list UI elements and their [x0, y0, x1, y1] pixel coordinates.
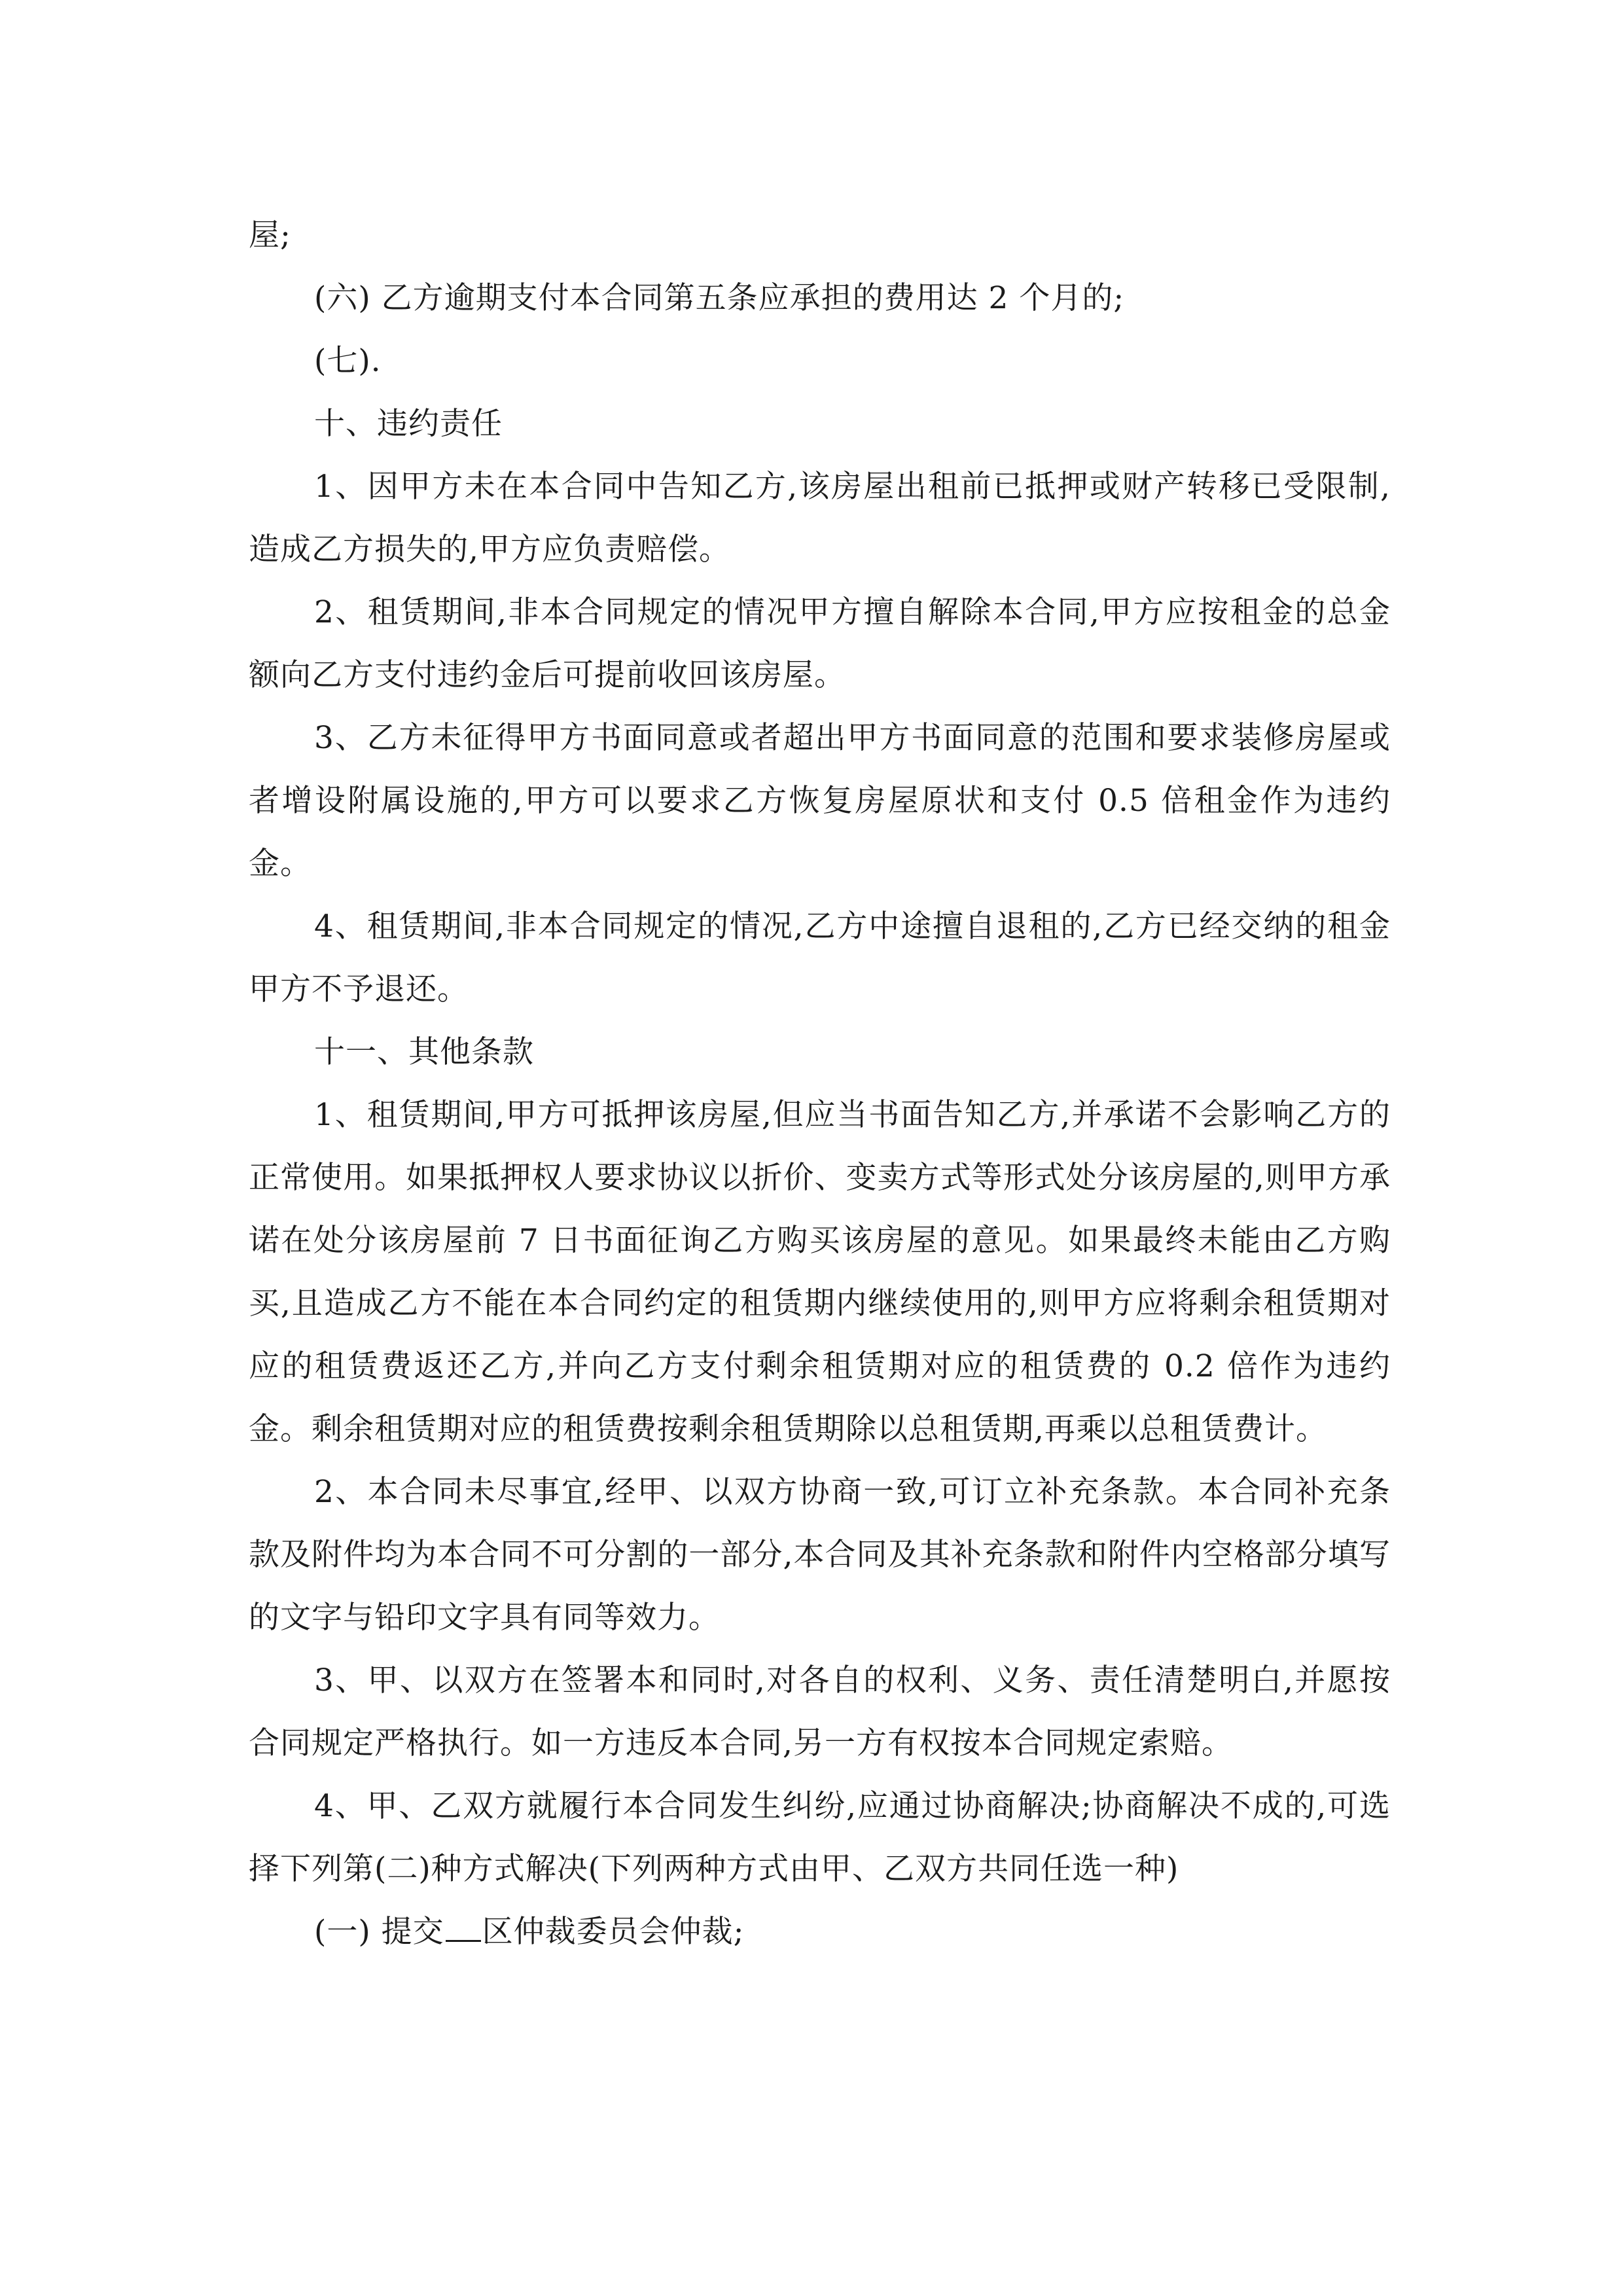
paragraph-other-terms-2: 2、本合同未尽事宜,经甲、以双方协商一致,可订立补充条款。本合同补充条款及附件均为本合同不可分割的一部分,本合同及其补充条款和附件内空格部分填写的文字与铅印文字具有同等效力。 — [249, 1474, 1391, 1636]
paragraph-other-terms-4: 4、甲、乙双方就履行本合同发生纠纷,应通过协商解决;协商解决不成的,可选择下列第(二)种方式解决(下列两种方式由甲、乙双方共同任选一种) — [249, 1788, 1391, 1887]
paragraph-other-terms-3: 3、甲、以双方在签署本和同时,对各自的权利、义务、责任清楚明白,并愿按合同规定严格执行。如一方违反本合同,另一方有权按本合同规定索赔。 — [249, 1662, 1391, 1761]
paragraph-liability-2: 2、租赁期间,非本合同规定的情况甲方擅自解除本合同,甲方应按租金的总金额向乙方支付违约金后可提前收回该房屋。 — [249, 594, 1391, 693]
paragraph-arbitration-option — [249, 1901, 1391, 1964]
paragraph-item-7: (七). — [314, 343, 382, 379]
paragraph-continued: 屋; — [249, 217, 291, 253]
paragraph-liability-3: 3、乙方未征得甲方书面同意或者超出甲方书面同意的范围和要求装修房屋或者增设附属设施的,甲方可以要求乙方恢复房屋原状和支付 0.5 倍租金作为违约金。 — [249, 720, 1391, 882]
fill-in-blank — [446, 1915, 481, 1942]
paragraph-liability-4: 4、租赁期间,非本合同规定的情况,乙方中途擅自退租的,乙方已经交纳的租金甲方不予退还。 — [249, 908, 1391, 1007]
section-heading-other-terms: 十一、其他条款 — [314, 1034, 534, 1070]
paragraph-liability-1: 1、因甲方未在本合同中告知乙方,该房屋出租前已抵押或财产转移已受限制,造成乙方损失的,甲方应负责赔偿。 — [249, 469, 1391, 567]
document-body — [249, 204, 1391, 1964]
arbitration-option-suffix: 区仲裁委员会仲裁; — [482, 1914, 745, 1950]
paragraph-item-6: (六) 乙方逾期支付本合同第五条应承担的费用达 2 个月的; — [314, 280, 1125, 316]
arbitration-option-prefix: (一) 提交 — [314, 1914, 444, 1950]
paragraph-other-terms-1: 1、租赁期间,甲方可抵押该房屋,但应当书面告知乙方,并承诺不会影响乙方的正常使用。如果抵押权人要求协议以折价、变卖方式等形式处分该房屋的,则甲方承诺在处分该房屋前 7 日书面征询乙方购买该房屋的意见。如果最终未能由乙方购买,且造成乙方不能在本合同约定的租赁期内继续使用的,则甲方应将剩余租赁期对应的租赁费返还乙方,并向乙方支付剩余租赁期对应的租赁费的 0.2 倍作为违约金。剩余租赁期对应的租赁费按剩余租赁期除以总租赁期,再乘以总租赁费计。 — [249, 1097, 1391, 1447]
section-heading-liability: 十、违约责任 — [314, 406, 503, 442]
